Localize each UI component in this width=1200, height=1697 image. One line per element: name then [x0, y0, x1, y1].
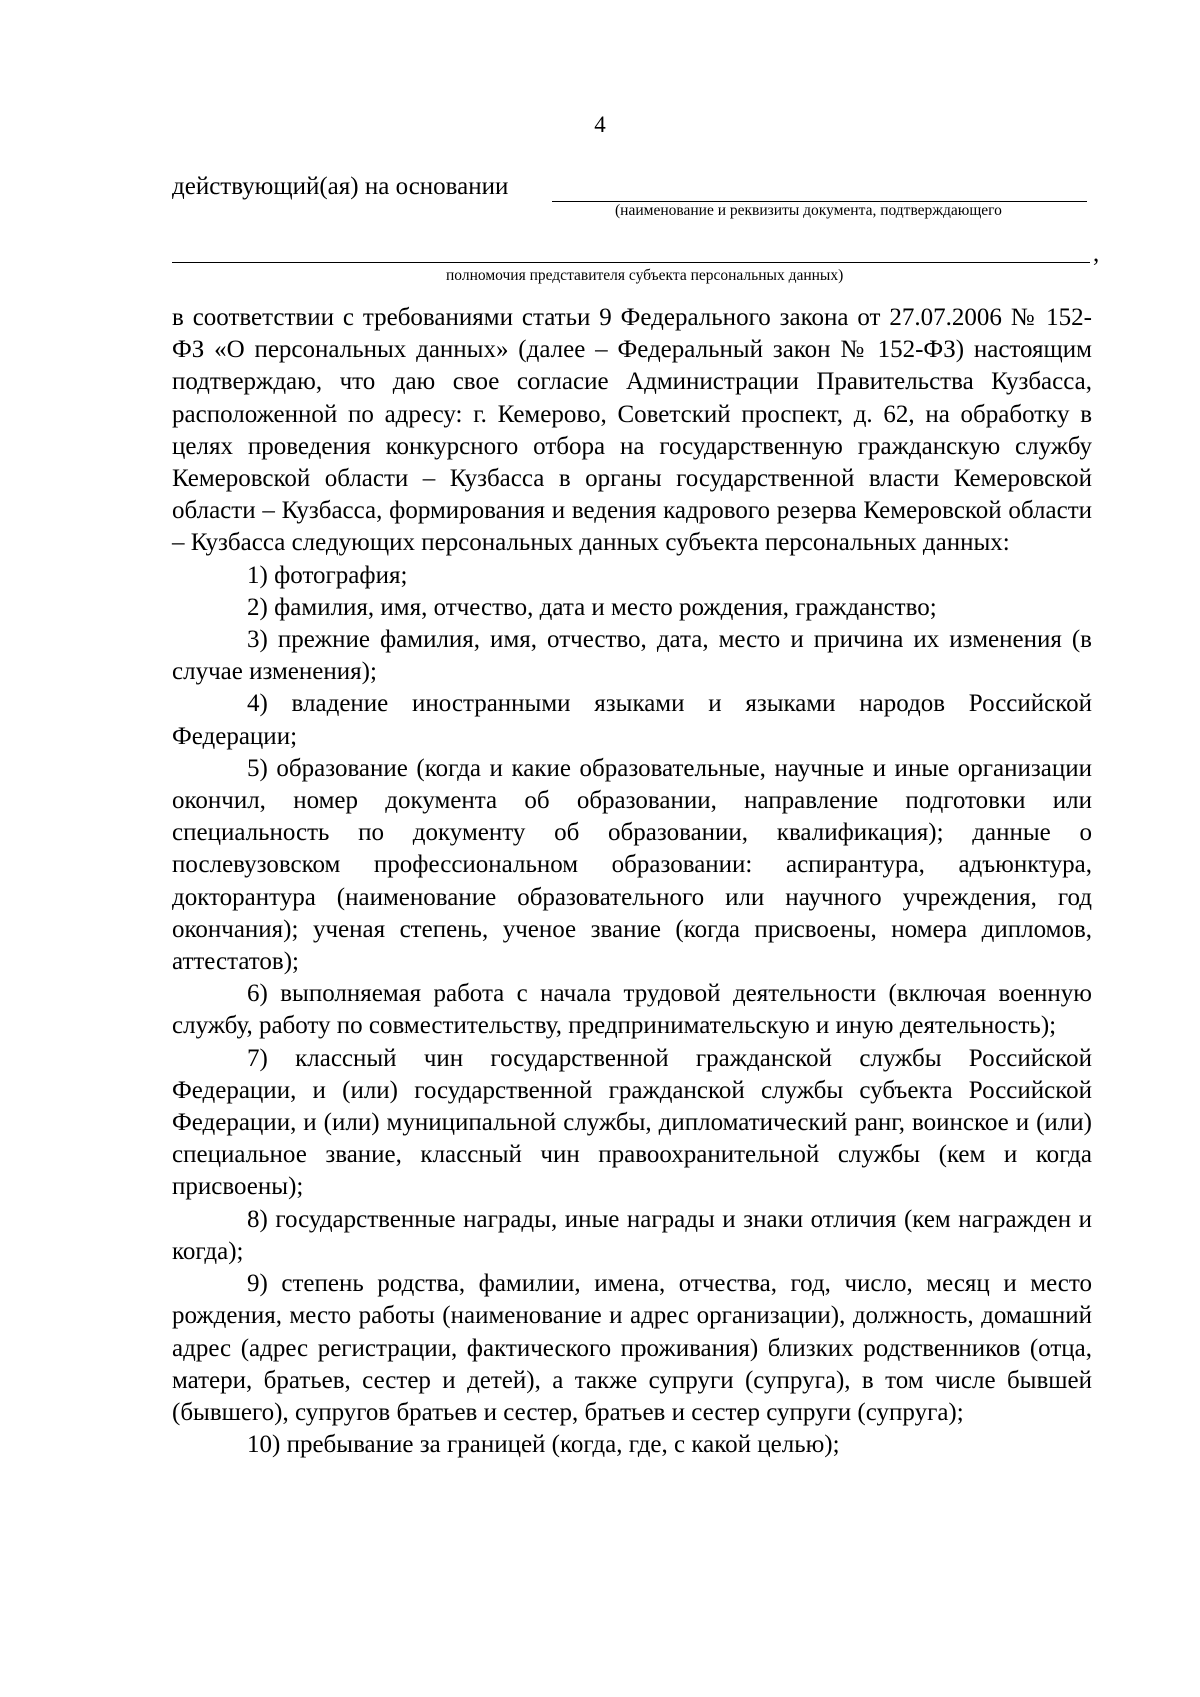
list-item: 3) прежние фамилия, имя, отчество, дата, место и причина их изменения (в случае изменения); [172, 626, 1092, 686]
authority-comma: , [1093, 240, 1100, 267]
list-item: 6) выполняемая работа с начала трудовой деятельности (включая военную службу, работу по совместительству, предпринимательскую и иную деятельность); [172, 980, 1092, 1040]
list-item: 2) фамилия, имя, отчество, дата и место рождения, гражданство; [247, 593, 937, 621]
intro-paragraph: в соответствии с требованиями статьи 9 Федерального закона от 27.07.2006 № 152-ФЗ «О персональных данных» (далее – Федеральный закон № 152-ФЗ) настоящим подтверждаю, что даю свое согласие Администрации Правительства Кузбасса, расположенной по адресу: г. Кемерово, Советский проспект, д. 62, на обработку в целях проведения конкурсного отбора на государственную гражданскую службу Кемеровской области – Кузбасса в органы государственной власти Кемеровской области – Кузбасса, формирования и ведения кадрового резерва Кемеровской области – Кузбасса следующих персональных данных субъекта персональных данных: [172, 304, 1092, 557]
list-item: 9) степень родства, фамилии, имена, отчества, год, число, месяц и место рождения, место работы (наименование и адрес организации), должность, домашний адрес (адрес регистрации, фактического проживания) близких родственников (отца, матери, братьев, сестер и детей), а также супруги (супруга), в том числе бывшей (бывшего), супругов братьев и сестер, братьев и сестер супруги (супруга); [172, 1270, 1092, 1426]
consent-body [172, 302, 1092, 1461]
authority-blank-line [172, 262, 1090, 263]
list-item: 7) классный чин государственной гражданской службы Российской Федерации, и (или) государственной гражданской службы субъекта Российской Федерации, и (или) муниципальной службы, дипломатический ранг, воинское и (или) специальное звание, классный чин правоохранительной службы (кем и когда присвоены); [172, 1044, 1092, 1201]
list-item: 5) образование (когда и какие образовательные, научные и иные организации окончил, номер документа об образовании, направление подготовки или специальность по документу об образовании, квалификация); данные о послевузовском профессиональном образовании: аспирантура, адъюнктура, докторантура (наименование образовательного или научного учреждения, год окончания); ученая степень, ученое звание (когда присвоены, номера дипломов, аттестатов); [172, 754, 1092, 976]
list-item: 8) государственные награды, иные награды и знаки отличия (кем награжден и когда); [172, 1205, 1092, 1265]
list-item: 4) владение иностранными языками и языками народов Российской Федерации; [172, 690, 1092, 750]
page-number: 4 [594, 112, 606, 137]
list-item: 1) фотография; [247, 561, 408, 589]
list-item: 10) пребывание за границей (когда, где, с какой целью); [247, 1431, 840, 1459]
basis-caption: (наименование и реквизиты документа, подтверждающего [615, 202, 1002, 219]
acting-basis-label: действующий(ая) на основании [172, 173, 509, 200]
authority-caption: полномочия представителя субъекта персональных данных) [446, 267, 844, 284]
basis-line [172, 170, 1087, 204]
